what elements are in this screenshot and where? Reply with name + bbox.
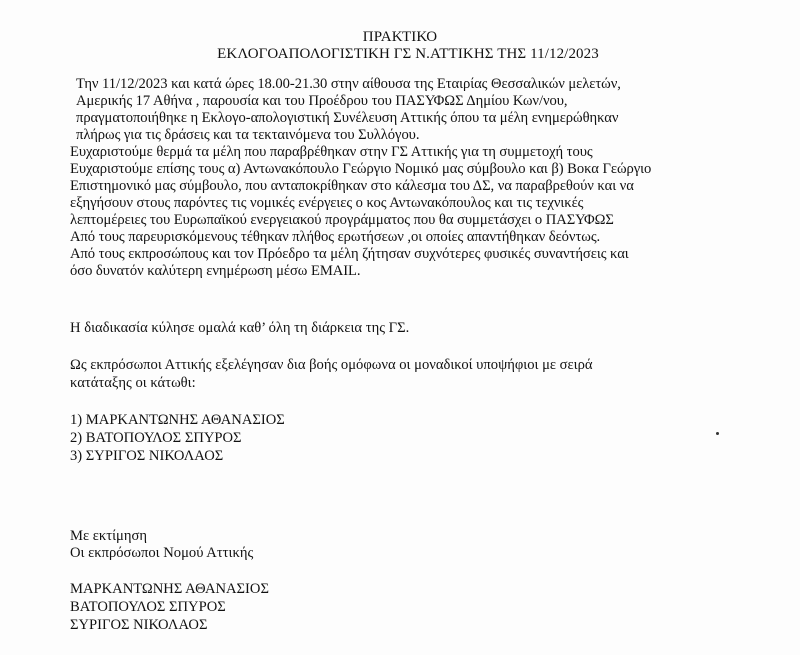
body-line: Την 11/12/2023 και κατά ώρες 18.00-21.30 στην αίθουσα της Εταιρίας Θεσσαλικών μελετών, xyxy=(76,76,621,92)
representatives-statement: Ως εκπρόσωποι Αττικής εξελέγησαν δια βοής ομόφωνα οι μοναδικοί υποψήφιοι με σειρά xyxy=(70,357,593,373)
body-line: πλήρως για τις δράσεις και τα τεκταινόμενα του Συλλόγου. xyxy=(76,127,420,143)
body-line: Ευχαριστούμε επίσης τους α) Αντωνακόπουλο Γεώργιο Νομικό μας σύμβουλο και β) Βοκα Γεώργιο xyxy=(70,161,652,177)
closing-signed-by: Οι εκπρόσωποι Νομού Αττικής xyxy=(70,545,254,561)
document-title: ΠΡΑΚΤΙΚΟ xyxy=(362,29,438,45)
representatives-statement-cont: κατάταξης οι κάτωθι: xyxy=(70,375,196,391)
body-line: Αμερικής 17 Αθήνα , παρουσία και του Προέδρου του ΠΑΣΥΦΩΣ Δημίου Κων/νου, xyxy=(76,93,568,109)
body-line: Από τους εκπροσώπους και τον Πρόεδρο τα μέλη ζήτησαν συχνότερες φυσικές συναντήσεις και xyxy=(70,246,629,262)
signature-list xyxy=(70,580,269,634)
body-line: λεπτομέρειες του Ευρωπαϊκού ενεργειακού προγράμματος που θα συμμετάσχει ο ΠΑΣΥΦΩΣ xyxy=(70,212,614,228)
candidate-list xyxy=(70,411,285,465)
minutes-body xyxy=(70,76,770,280)
signature-name: ΜΑΡΚΑΝΤΩΝΗΣ ΑΘΑΝΑΣΙΟΣ xyxy=(70,581,269,597)
body-line: πραγματοποιήθηκε η Εκλογο-απολογιστική Συνέλευση Αττικής όπου τα μέλη ενημερώθηκαν xyxy=(76,110,619,126)
signature-name: ΣΥΡΙΓΟΣ ΝΙΚΟΛΑΟΣ xyxy=(70,617,208,633)
signature-name: ΒΑΤΟΠΟΥΛΟΣ ΣΠΥΡΟΣ xyxy=(70,599,226,615)
body-line: Επιστημονικό μας σύμβουλο, που ανταποκρίθηκαν στο κάλεσμα του ΔΣ, να παραβρεθούν και να xyxy=(70,178,634,194)
list-item: 1) ΜΑΡΚΑΝΤΩΝΗΣ ΑΘΑΝΑΣΙΟΣ xyxy=(70,412,285,428)
body-line: Από τους παρευρισκόμενους τέθηκαν πλήθος ερωτήσεων ,οι οποίες απαντήθηκαν δεόντως. xyxy=(70,229,601,245)
scan-speck xyxy=(716,432,719,435)
list-item: 3) ΣΥΡΙΓΟΣ ΝΙΚΟΛΑΟΣ xyxy=(70,448,224,464)
document-subtitle: ΕΚΛΟΓΟΑΠΟΛΟΓΙΣΤΙΚΗ ΓΣ Ν.ΑΤΤΙΚΗΣ ΤΗΣ 11/12/2023 xyxy=(217,46,599,62)
closing-regards: Με εκτίμηση xyxy=(70,528,147,544)
body-line: εξηγήσουν στους παρόντες τις νομικές ενέργειες ο κος Αντωνακόπουλος και τις τεχνικές xyxy=(70,195,584,211)
process-statement: Η διαδικασία κύλησε ομαλά καθ’ όλη τη διάρκεια της ΓΣ. xyxy=(70,320,410,336)
body-line: όσο δυνατόν καλύτερη ενημέρωση μέσω EMAIL. xyxy=(70,263,361,279)
body-line: Ευχαριστούμε θερμά τα μέλη που παραβρέθηκαν στην ΓΣ Αττικής για τη συμμετοχή τους xyxy=(70,144,593,160)
list-item: 2) ΒΑΤΟΠΟΥΛΟΣ ΣΠΥΡΟΣ xyxy=(70,430,242,446)
